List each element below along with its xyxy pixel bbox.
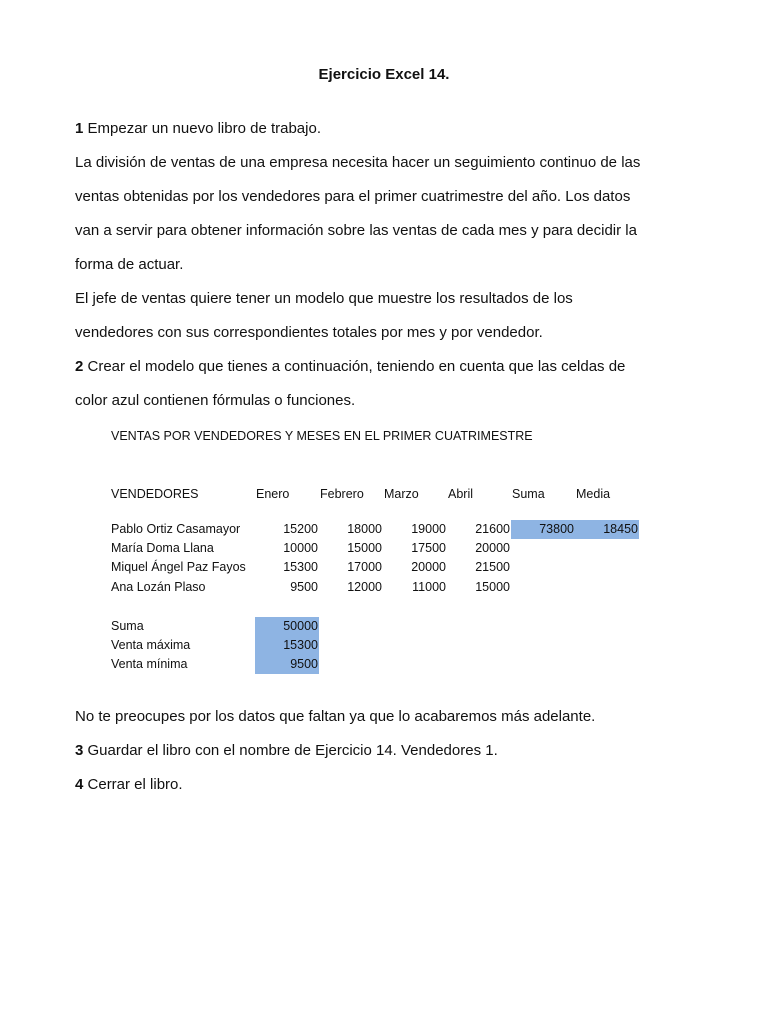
header-febrero: Febrero <box>320 487 364 501</box>
sales-cell: 17500 <box>411 541 446 555</box>
intro-line-1: La división de ventas de una empresa necesita hacer un seguimiento continuo de las <box>75 154 641 171</box>
media-formula-cell: 18450 <box>575 520 639 539</box>
intro-line-3: van a servir para obtener información sobre las ventas de cada mes y para decidir la <box>75 222 637 239</box>
header-enero: Enero <box>256 487 290 501</box>
vendor-name: Pablo Ortiz Casamayor <box>111 522 241 536</box>
sales-cell: 20000 <box>411 560 446 574</box>
vendor-name: Ana Lozán Plaso <box>111 580 206 594</box>
boss-line-1: El jefe de ventas quiere tener un modelo que muestre los resultados de los <box>75 290 573 307</box>
summary-label-min: Venta mínima <box>111 657 188 671</box>
header-media: Media <box>576 487 611 501</box>
step-1-text: Empezar un nuevo libro de trabajo. <box>87 120 321 137</box>
summary-formula-cell: 9500 <box>255 655 319 674</box>
step-2-text-line-2: color azul contienen fórmulas o funciones. <box>75 392 356 409</box>
sales-cell: 10000 <box>283 541 318 555</box>
sales-cell: 15000 <box>347 541 382 555</box>
sheet-title: VENTAS POR VENDEDORES Y MESES EN EL PRIMER CUATRIMESTRE <box>111 429 533 443</box>
sales-cell: 11000 <box>412 580 446 594</box>
sales-cell: 15200 <box>283 522 318 536</box>
step-3 <box>75 734 695 768</box>
step-1-number: 1 <box>75 120 84 137</box>
vendor-name: Miquel Ángel Paz Fayos <box>111 560 246 574</box>
summary-formula-cell: 50000 <box>255 617 319 636</box>
sales-cell: 17000 <box>347 560 382 574</box>
step-4-text: Cerrar el libro. <box>87 776 183 793</box>
sales-cell: 19000 <box>411 522 446 536</box>
step-2-text-line-1: Crear el modelo que tienes a continuación, teniendo en cuenta que las celdas de <box>87 358 626 375</box>
header-suma: Suma <box>512 487 545 501</box>
step-3-text: Guardar el libro con el nombre de Ejercicio 14. Vendedores 1. <box>87 742 498 759</box>
sales-cell: 18000 <box>347 522 382 536</box>
document-title: Ejercicio Excel 14. <box>318 66 450 83</box>
summary-label-max: Venta máxima <box>111 638 191 652</box>
sales-cell: 15300 <box>283 560 318 574</box>
sales-cell: 12000 <box>347 580 382 594</box>
header-abril: Abril <box>448 487 474 501</box>
step-2 <box>75 350 695 384</box>
step-1 <box>75 112 695 146</box>
note-text: No te preocupes por los datos que faltan ya que lo acabaremos más adelante. <box>75 708 596 725</box>
suma-formula-cell: 73800 <box>511 520 575 539</box>
vendor-name: María Doma Llana <box>111 541 214 555</box>
step-2-number: 2 <box>75 358 84 375</box>
summary-formula-cell: 15300 <box>255 636 319 655</box>
step-4-number: 4 <box>75 776 84 793</box>
step-4 <box>75 768 695 802</box>
header-vendedores: VENDEDORES <box>111 487 199 501</box>
sales-cell: 20000 <box>475 541 510 555</box>
step-3-number: 3 <box>75 742 84 759</box>
header-marzo: Marzo <box>384 487 419 501</box>
sales-cell: 21600 <box>475 522 510 536</box>
sales-cell: 21500 <box>475 560 510 574</box>
intro-line-4: forma de actuar. <box>75 256 184 273</box>
summary-label-suma: Suma <box>111 619 144 633</box>
sales-cell: 9500 <box>290 580 318 594</box>
sales-cell: 15000 <box>475 580 510 594</box>
intro-line-2: ventas obtenidas por los vendedores para el primer cuatrimestre del año. Los datos <box>75 188 631 205</box>
boss-line-2: vendedores con sus correspondientes totales por mes y por vendedor. <box>75 324 543 341</box>
